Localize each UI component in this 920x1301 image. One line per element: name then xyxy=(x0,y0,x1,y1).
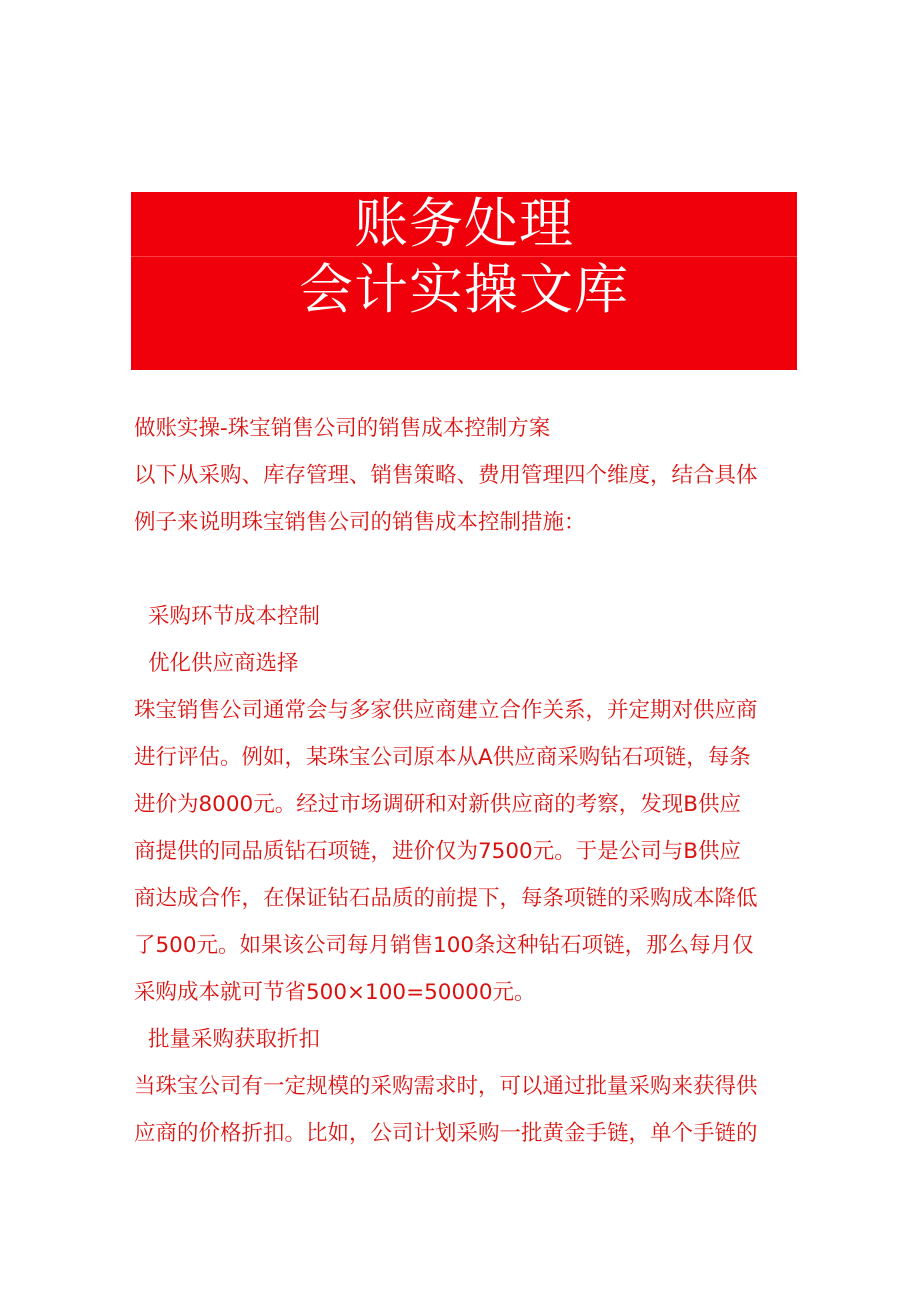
header-banner xyxy=(131,192,797,370)
intro-line: 以下从采购、库存管理、销售策略、费用管理四个维度，结合具体 xyxy=(134,463,758,488)
paragraph-line: 了500元。如果该公司每月销售100条这种钻石项链，那么每月仅 xyxy=(134,933,754,958)
paragraph-line: 商提供的同品质钻石项链，进价仅为7500元。于是公司与B供应 xyxy=(134,839,741,864)
paragraph-line: 采购成本就可节省500×100=50000元。 xyxy=(134,980,536,1005)
paragraph-line: 进价为8000元。经过市场调研和对新供应商的考察，发现B供应 xyxy=(134,792,741,817)
banner-title-line1: 账务处理 xyxy=(354,192,574,255)
intro-line: 例子来说明珠宝销售公司的销售成本控制措施： xyxy=(134,510,586,535)
article-body xyxy=(134,405,804,1157)
paragraph-line: 珠宝销售公司通常会与多家供应商建立合作关系，并定期对供应商 xyxy=(134,698,758,723)
paragraph-line: 进行评估。例如，某珠宝公司原本从A供应商采购钻石项链，每条 xyxy=(134,745,751,770)
spacer xyxy=(134,546,804,593)
paragraph-line: 当珠宝公司有一定规模的采购需求时，可以通过批量采购来获得供 xyxy=(134,1074,758,1099)
subsection-heading-supplier: 优化供应商选择 xyxy=(148,651,299,676)
paragraph-line: 应商的价格折扣。比如，公司计划采购一批黄金手链，单个手链的 xyxy=(134,1121,758,1146)
banner-divider xyxy=(131,256,797,257)
subsection-heading-bulk: 批量采购获取折扣 xyxy=(148,1027,321,1052)
paragraph-line: 商达成合作，在保证钻石品质的前提下，每条项链的采购成本降低 xyxy=(134,886,758,911)
banner-title-line2: 会计实操文库 xyxy=(299,258,629,321)
article-title: 做账实操-珠宝销售公司的销售成本控制方案 xyxy=(134,416,551,441)
section-heading-procurement: 采购环节成本控制 xyxy=(148,604,321,629)
